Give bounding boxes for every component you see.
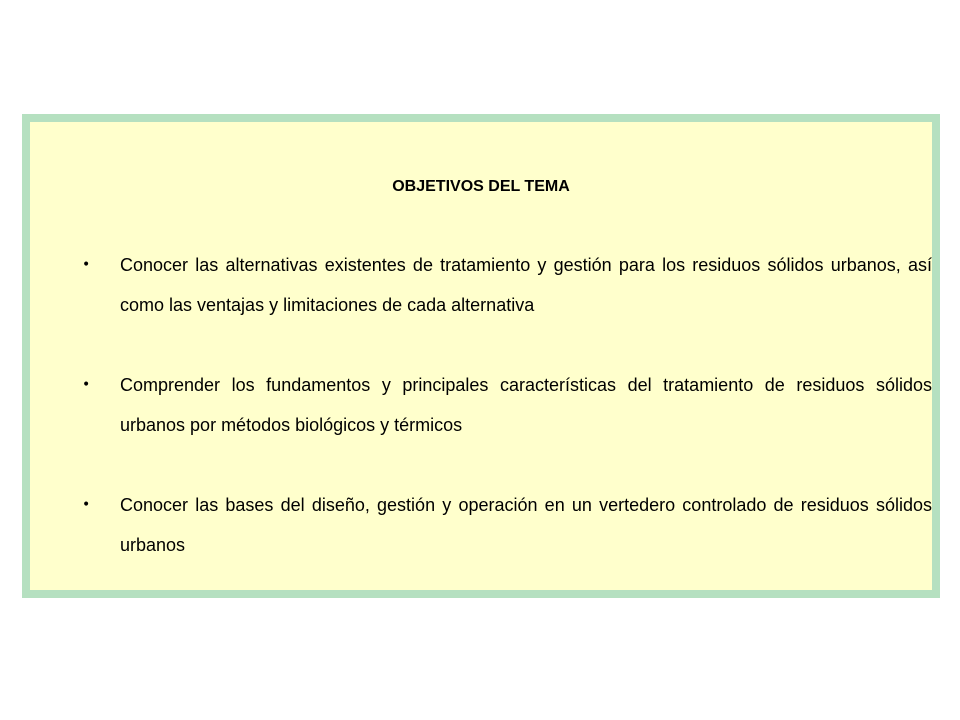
objective-item [82,485,932,565]
objectives-title: OBJETIVOS DEL TEMA [392,178,570,195]
bullet-dot-icon: • [82,257,91,273]
bullet-dot-icon: • [82,497,91,513]
objective-text: Conocer las bases del diseño, gestión y operación en un vertedero controlado de residuos sólidos urbanos [120,495,932,555]
objectives-list [82,245,932,605]
objectives-box [22,114,940,598]
bullet-dot-icon: • [82,377,91,393]
objective-item [82,365,932,445]
objective-text: Comprender los fundamentos y principales características del tratamiento de residuos sólidos urbanos por métodos biológicos y térmicos [120,375,932,435]
objective-item [82,245,932,325]
objective-text: Conocer las alternativas existentes de tratamiento y gestión para los residuos sólidos urbanos, así como las ventajas y limitaciones de cada alternativa [120,255,932,315]
